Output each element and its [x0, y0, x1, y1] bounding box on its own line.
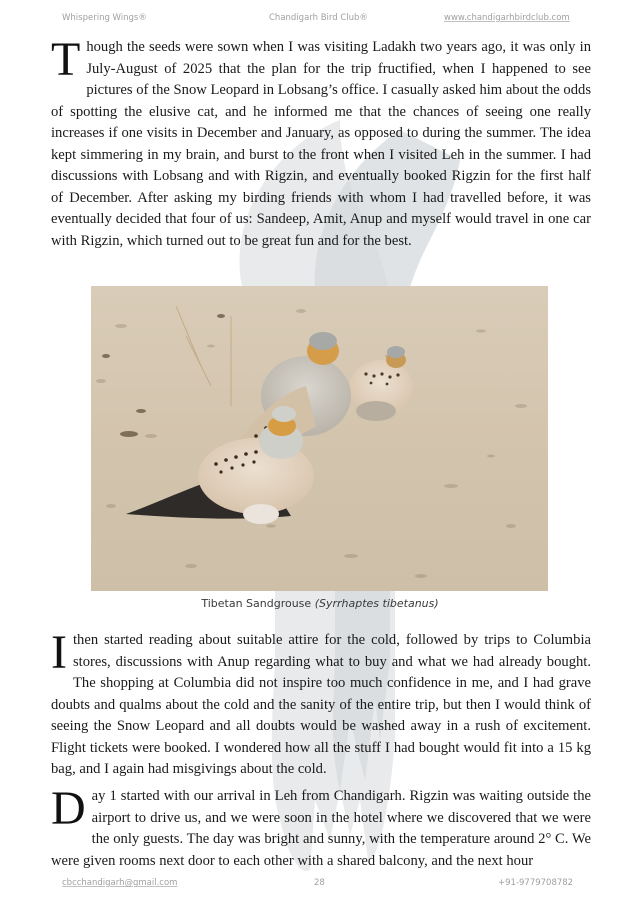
- drop-cap: T: [51, 33, 81, 86]
- header-publication-name: Whispering Wings®: [62, 13, 147, 23]
- footer-phone: +91-9779708782: [498, 878, 574, 888]
- page-footer: [0, 878, 640, 894]
- article-paragraph: [51, 626, 591, 781]
- paragraph-text: ay 1 started with our arrival in Leh from Chandigarh. Rigzin was waiting outside the airport to drive us, and we were soon in the hotel where we discovered that we were the only guests. The day was bright and sunny, with the temperature around 2° C. We were given rooms next door to each other with a shared balcony, and the next hour: [51, 788, 591, 869]
- drop-cap: I: [51, 626, 67, 679]
- caption-scientific-name: (Syrrhaptes tibetanus): [314, 597, 439, 610]
- header-website-link[interactable]: www.chandigarhbirdclub.com: [444, 13, 570, 23]
- photo-caption: [0, 597, 640, 610]
- drop-cap: D: [51, 782, 86, 835]
- page-number: 28: [314, 878, 325, 888]
- tibetan-sandgrouse-image: [91, 286, 548, 591]
- paragraph-text: hough the seeds were sown when I was visiting Ladakh two years ago, it was only in July-August of 2025 that the plan for the trip fructified, when I happened to see pictures of the Snow Leopard in Lobsang’s office. I casually asked him about the odds of spotting the elusive cat, and he informed me that the chances of seeing one really increases if one visits in December and January, as opposed to during the summer. The idea kept simmering in my brain, and burst to the front when I visited Leh in the summer. I had discussions with Lobsang and with Rigzin, and eventually booked Rigzin for the first half of December. After asking my birding friends with whom I had travelled before, it was eventually decided that four of us: Sandeep, Amit, Anup and myself would travel in one car with Rigzin, which turned out to be great fun and for the best.: [51, 39, 591, 249]
- footer-email-link[interactable]: cbcchandigarh@gmail.com: [62, 878, 178, 888]
- caption-common-name: Tibetan Sandgrouse: [201, 597, 315, 610]
- article-paragraph: [51, 782, 591, 872]
- bird-photo: [91, 286, 548, 591]
- article-paragraph: [51, 33, 591, 252]
- header-club-name: Chandigarh Bird Club®: [269, 13, 368, 23]
- paragraph-text: then started reading about suitable attire for the cold, followed by trips to Columbia stores, discussions with Anup regarding what to buy and what we had already bought. The shopping at Columbia did not inspire too much confidence in me, and I had grave doubts and qualms about the cold and the sanity of the entire trip, but then I would think of seeing the Snow Leopard and all doubts would be washed away in a rush of excitement. Flight tickets were booked. I wondered how all the stuff I had bought would fit into a 15 kg bag, and I again had misgivings about the cold.: [51, 632, 591, 777]
- page-header: [0, 13, 640, 29]
